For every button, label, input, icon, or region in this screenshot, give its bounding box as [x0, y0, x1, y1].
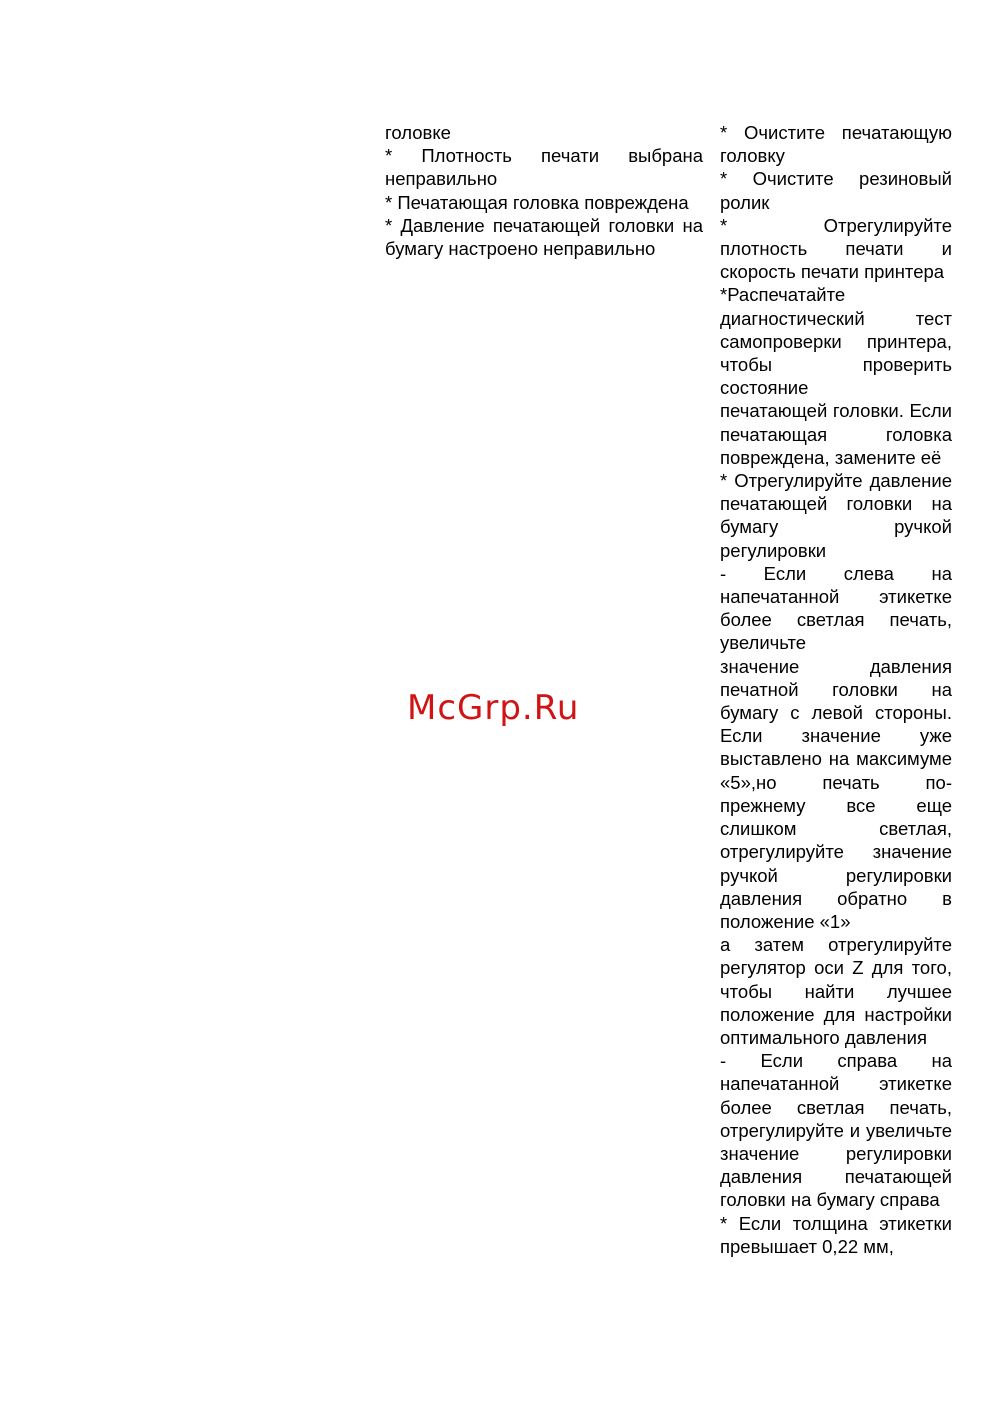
right-paragraph-8: значение давления печатной головки на бумагу с левой стороны. Если значение уже выставлено на максимуме «5»,но печать по-прежнему все еще слишком светлая, отрегулируйте значение ручкой регулировки давления обратно в положение «1»	[720, 655, 952, 932]
right-paragraph-3: * Отрегулируйте плотность печати и скорость печати принтера	[720, 214, 952, 283]
right-paragraph-7: - Если слева на напечатанной этикетке более светлая печать, увеличьте	[720, 562, 952, 654]
right-paragraph-2: * Очистите резиновый ролик	[720, 168, 952, 213]
left-paragraph-4: * Давление печатающей головки на бумагу настроено неправильно	[385, 214, 703, 260]
right-paragraph-5: печатающей головки. Если печатающая головка повреждена, замените её	[720, 400, 952, 468]
right-paragraph-11: * Если толщина этикетки превышает 0,22 мм,	[720, 1212, 952, 1257]
right-paragraph-1: * Очистите печатающую головку	[720, 122, 952, 167]
left-paragraph-2: * Плотность печати выбрана неправильно	[385, 145, 703, 190]
right-paragraph-4: *Распечатайте диагностический тест самопроверки принтера, чтобы проверить состояние	[720, 284, 952, 399]
right-paragraph-10: - Если справа на напечатанной этикетке более светлая печать, отрегулируйте и увеличьте значение регулировки давления печатающей головки на бумагу справа	[720, 1050, 952, 1211]
watermark: McGrp.Ru	[407, 688, 580, 728]
left-column	[385, 121, 703, 260]
right-paragraph-9: а затем отрегулируйте регулятор оси Z для того, чтобы найти лучшее положение для настройки оптимального давления	[720, 934, 952, 1048]
left-paragraph-1: головке	[385, 122, 451, 143]
left-paragraph-3: * Печатающая головка повреждена	[385, 191, 689, 213]
right-paragraph-6: * Отрегулируйте давление печатающей головки на бумагу ручкой регулировки	[720, 470, 952, 561]
right-column	[720, 121, 952, 1258]
